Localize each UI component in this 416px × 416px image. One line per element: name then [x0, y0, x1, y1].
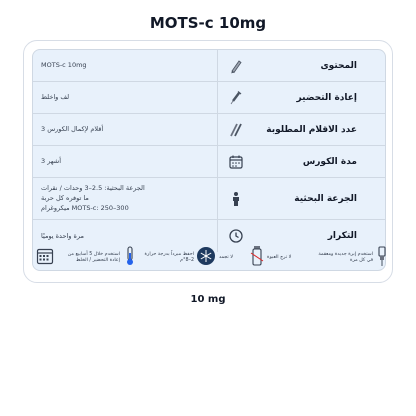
no-shake-icon — [250, 245, 264, 271]
research-dose-value — [33, 178, 218, 219]
product-card — [23, 40, 393, 283]
dose-line-1: الجرعة البحثية: 2.5–3 وحدات / نقرات — [41, 184, 145, 193]
table-row-research-dose — [33, 178, 385, 220]
calendar-grid-icon — [36, 247, 54, 269]
table-row-content — [33, 50, 385, 82]
reconstitution-label: إعادة التحضير — [296, 92, 357, 103]
note-refrigerate — [124, 240, 194, 276]
research-dose-label: الجرعة البحثية — [294, 193, 357, 204]
note-use-within — [36, 240, 120, 276]
dosage-caption: 10 mg — [190, 294, 226, 305]
person-icon — [228, 191, 244, 207]
info-table — [32, 49, 386, 271]
note-refrigerate-text: احفظ مبرداً بدرجة حرارة 2–8°م — [144, 251, 194, 263]
course-duration-label: مدة الكورس — [302, 156, 357, 167]
note-new-needle — [314, 240, 388, 276]
content-label: المحتوى — [320, 60, 357, 71]
thermometer-icon — [124, 246, 136, 270]
pens-needed-label: عدد الاقلام المطلوبة — [266, 124, 357, 135]
dose-line-2: ما توفره كل حربة — [41, 194, 89, 203]
note-do-not-freeze — [196, 240, 242, 276]
snowflake-icon — [196, 246, 216, 270]
syringe-icon — [228, 90, 244, 106]
note-do-not-freeze-text: لا تجمد — [219, 254, 233, 260]
table-row-course-duration — [33, 146, 385, 178]
pens-needed-value: أقلام لإكمال الكورس 3 — [33, 114, 218, 145]
dose-line-3: MOTS-c: 250–300 ميكروغرام — [41, 203, 129, 212]
course-duration-value: أشهر 3 — [33, 146, 218, 177]
frequency-label: التكرار — [327, 231, 357, 241]
table-row-reconstitution — [33, 82, 385, 114]
page-title: MOTS-c 10mg — [149, 14, 267, 32]
note-do-not-shake — [250, 240, 310, 276]
pen-icon — [228, 58, 244, 74]
pens-icon — [228, 122, 244, 138]
table-row-pens-needed — [33, 114, 385, 146]
frequency-value: مرة واحدة يوميًا — [33, 220, 218, 252]
note-do-not-shake-text: لا ترج العبوة — [267, 254, 292, 260]
reconstitution-value: لف واخلط — [33, 82, 218, 113]
note-use-within-text: استخدم خلال 5 أسابيع من إعادة التحضير / الخلط — [67, 251, 120, 263]
calendar-icon — [228, 154, 244, 170]
content-value: MOTS-c 10mg — [33, 50, 218, 81]
note-new-needle-text: استخدم إبرة جديدة ومعقمة في كل مرة — [318, 251, 373, 263]
needle-icon — [376, 245, 388, 271]
